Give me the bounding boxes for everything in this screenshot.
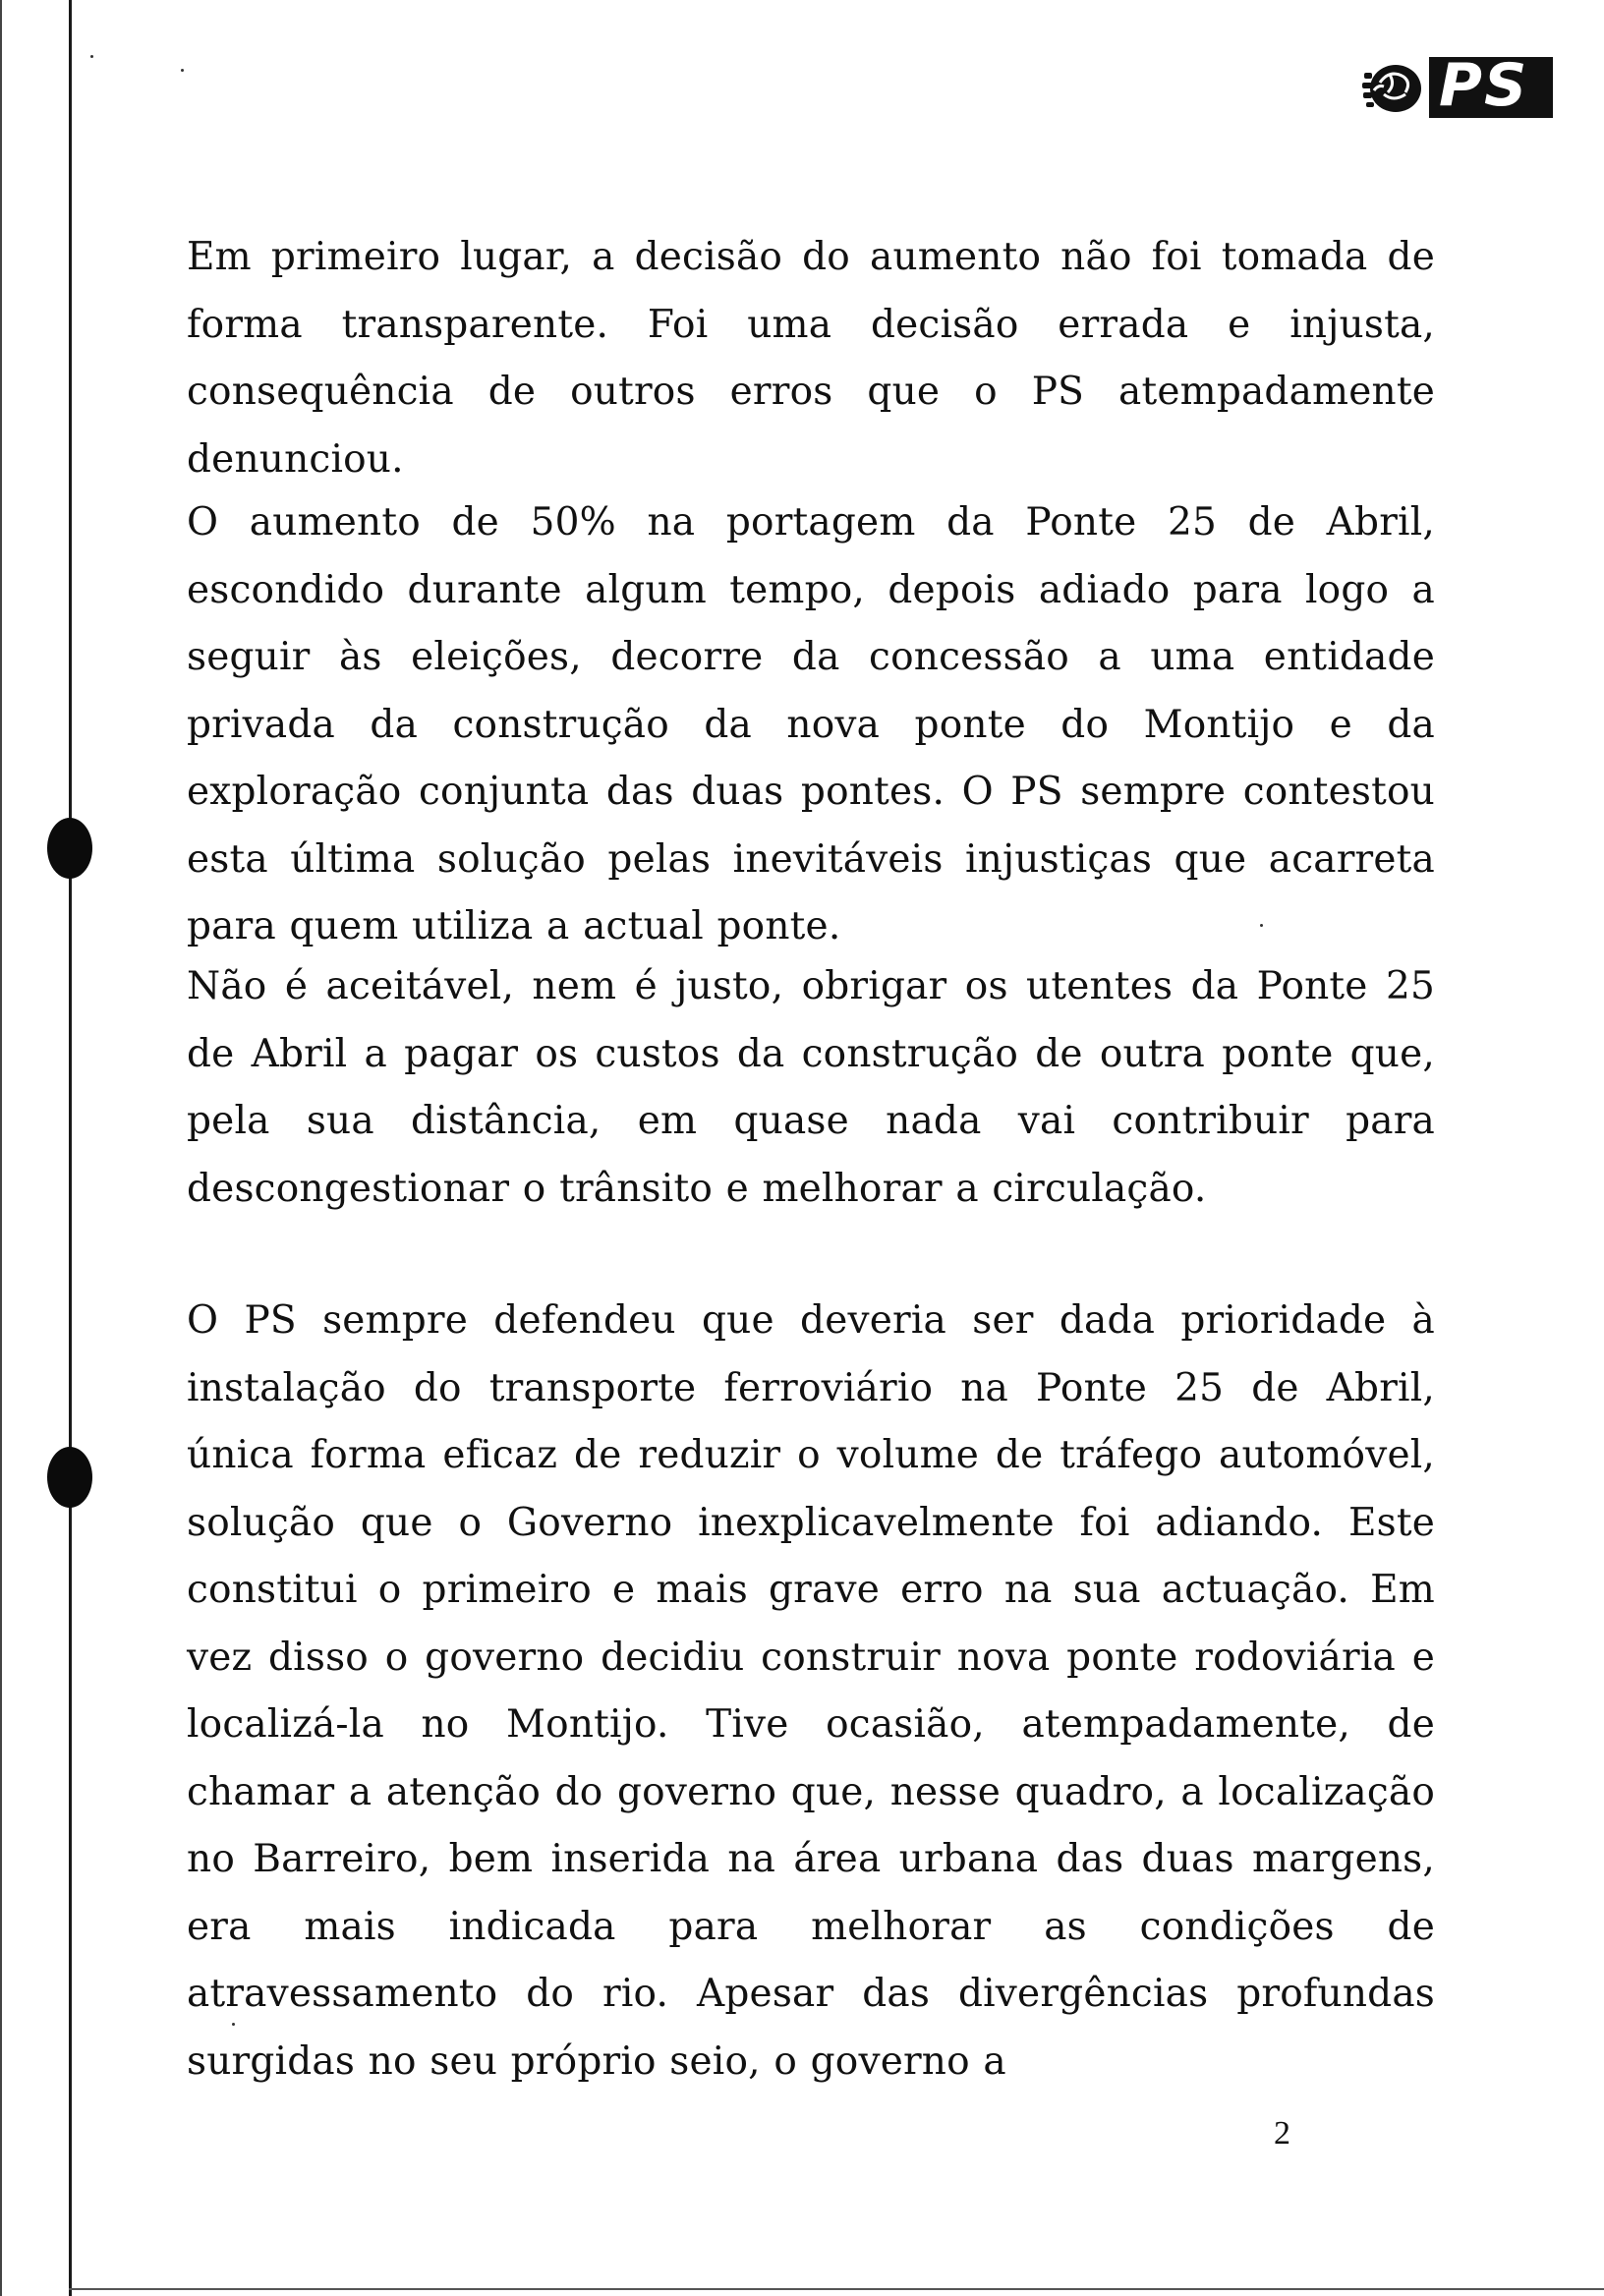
paragraph: Em primeiro lugar, a decisão do aumento não foi tomada de forma transparente. Foi uma decisão errada e injusta, consequência de outros erros que o PS atempadamente denunciou. bbox=[187, 235, 1435, 482]
logo-text: PS bbox=[1439, 51, 1529, 120]
binding-margin-line bbox=[69, 0, 72, 2296]
paragraph: Não é aceitável, nem é justo, obrigar os utentes da Ponte 25 de Abril a pagar os custos da construção de outra ponte que, pela sua distância, em quase nada vai contribuir para descongestionar o trânsito e melhorar a circulação. bbox=[187, 964, 1435, 1211]
paragraph: O aumento de 50% na portagem da Ponte 25 de Abril, escondido durante algum tempo, depois adiado para logo a seguir às eleições, decorre da concessão a uma entidade privada da construção da nova ponte do Montijo e da exploração conjunta das duas pontes. O PS sempre contestou esta última solução pelas inevitáveis injustiças que acarreta para quem utiliza a actual ponte. bbox=[187, 500, 1435, 948]
punch-hole bbox=[47, 1447, 92, 1508]
bottom-edge-line bbox=[69, 2288, 1604, 2290]
page-number: 2 bbox=[1274, 2115, 1290, 2152]
page-edge-line bbox=[0, 0, 2, 2296]
scan-speck bbox=[90, 55, 93, 58]
ps-logo bbox=[1360, 51, 1557, 120]
punch-hole bbox=[47, 818, 92, 879]
scan-speck bbox=[181, 69, 184, 72]
paragraph: O PS sempre defendeu que deveria ser dada prioridade à instalação do transporte ferroviário na Ponte 25 de Abril, única forma eficaz de reduzir o volume de tráfego automóvel, solução que o Governo inexplicavelmente foi adiando. Este constitui o primeiro e mais grave erro na sua actuação. Em vez disso o governo decidiu construir nova ponte rodoviária e localizá-la no Montijo. Tive ocasião, atempadamente, de chamar a atenção do governo que, nesse quadro, a localização no Barreiro, bem inserida na área urbana das duas margens, era mais indicada para melhorar as condições de atravessamento do rio. Apesar das divergências profundas surgidas no seu próprio seio, o governo a bbox=[187, 1298, 1435, 2084]
